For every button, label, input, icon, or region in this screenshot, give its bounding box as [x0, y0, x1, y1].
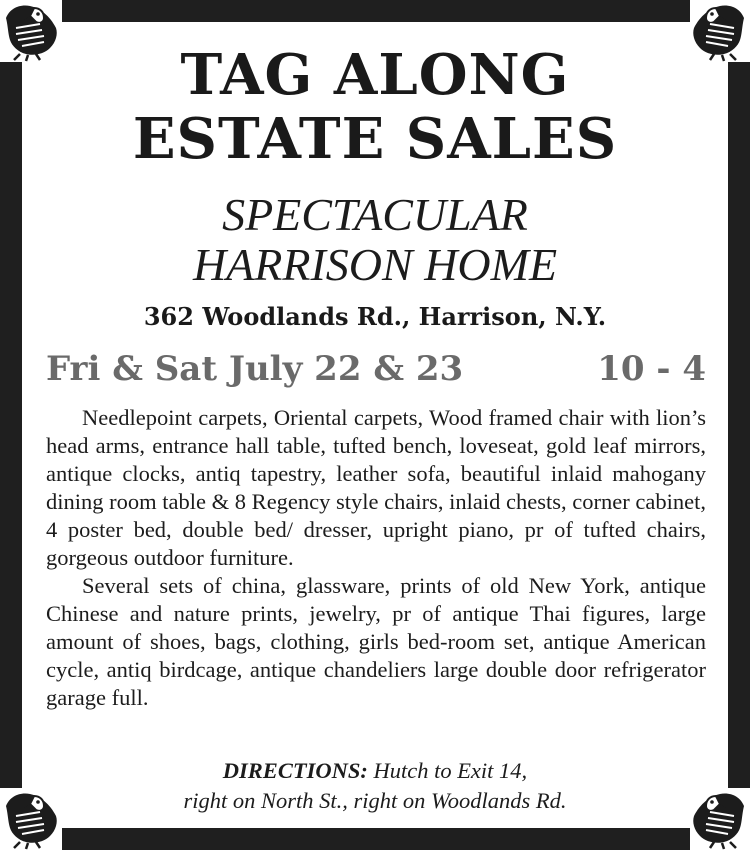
description-paragraph-2: Several sets of china, glassware, prints of old New York, antique Chinese and nature prints, jewelry, pr of antique Thai figures, large amount of shoes, bags, clothing, girls bed-room set, antique American cycle, antiq birdcage, antique chandeliers large double door refrigerator garage full.	[46, 573, 706, 710]
subtitle-line-1: SPECTACULAR	[222, 189, 528, 240]
sale-dates: Fri & Sat July 22 & 23	[46, 349, 464, 389]
border-right	[728, 62, 750, 788]
item-description	[46, 404, 706, 712]
sale-schedule	[46, 344, 706, 394]
directions-line-2: right on North St., right on Woodlands Rd.	[183, 788, 567, 813]
title-line-2: ESTATE SALES	[132, 106, 618, 172]
subtitle-line-2: HARRISON HOME	[192, 239, 558, 290]
border-left	[0, 62, 22, 788]
directions-line-1	[40, 756, 710, 786]
directions-label: DIRECTIONS:	[222, 758, 368, 783]
description-paragraph-1: Needlepoint carpets, Oriental carpets, Wood framed chair with lion’s head arms, entrance hall table, tufted bench, loveseat, gold leaf mirrors, antique clocks, antiq tapestry, leather sofa, beautiful inlaid mahogany dining room table & 8 Regency style chairs, inlaid chests, corner cabinet, 4 poster bed, double bed/ dresser, upright piano, pr of tufted chairs, gorgeous outdoor furniture.	[46, 405, 706, 570]
border-top	[62, 0, 690, 22]
border-bottom	[62, 828, 690, 850]
directions	[40, 756, 710, 816]
sale-address: 362 Woodlands Rd., Harrison, N.Y.	[143, 302, 607, 331]
title-line-1: TAG ALONG	[180, 42, 570, 108]
sale-hours: 10 - 4	[597, 349, 706, 389]
directions-text-1: Hutch to Exit 14,	[373, 758, 528, 783]
